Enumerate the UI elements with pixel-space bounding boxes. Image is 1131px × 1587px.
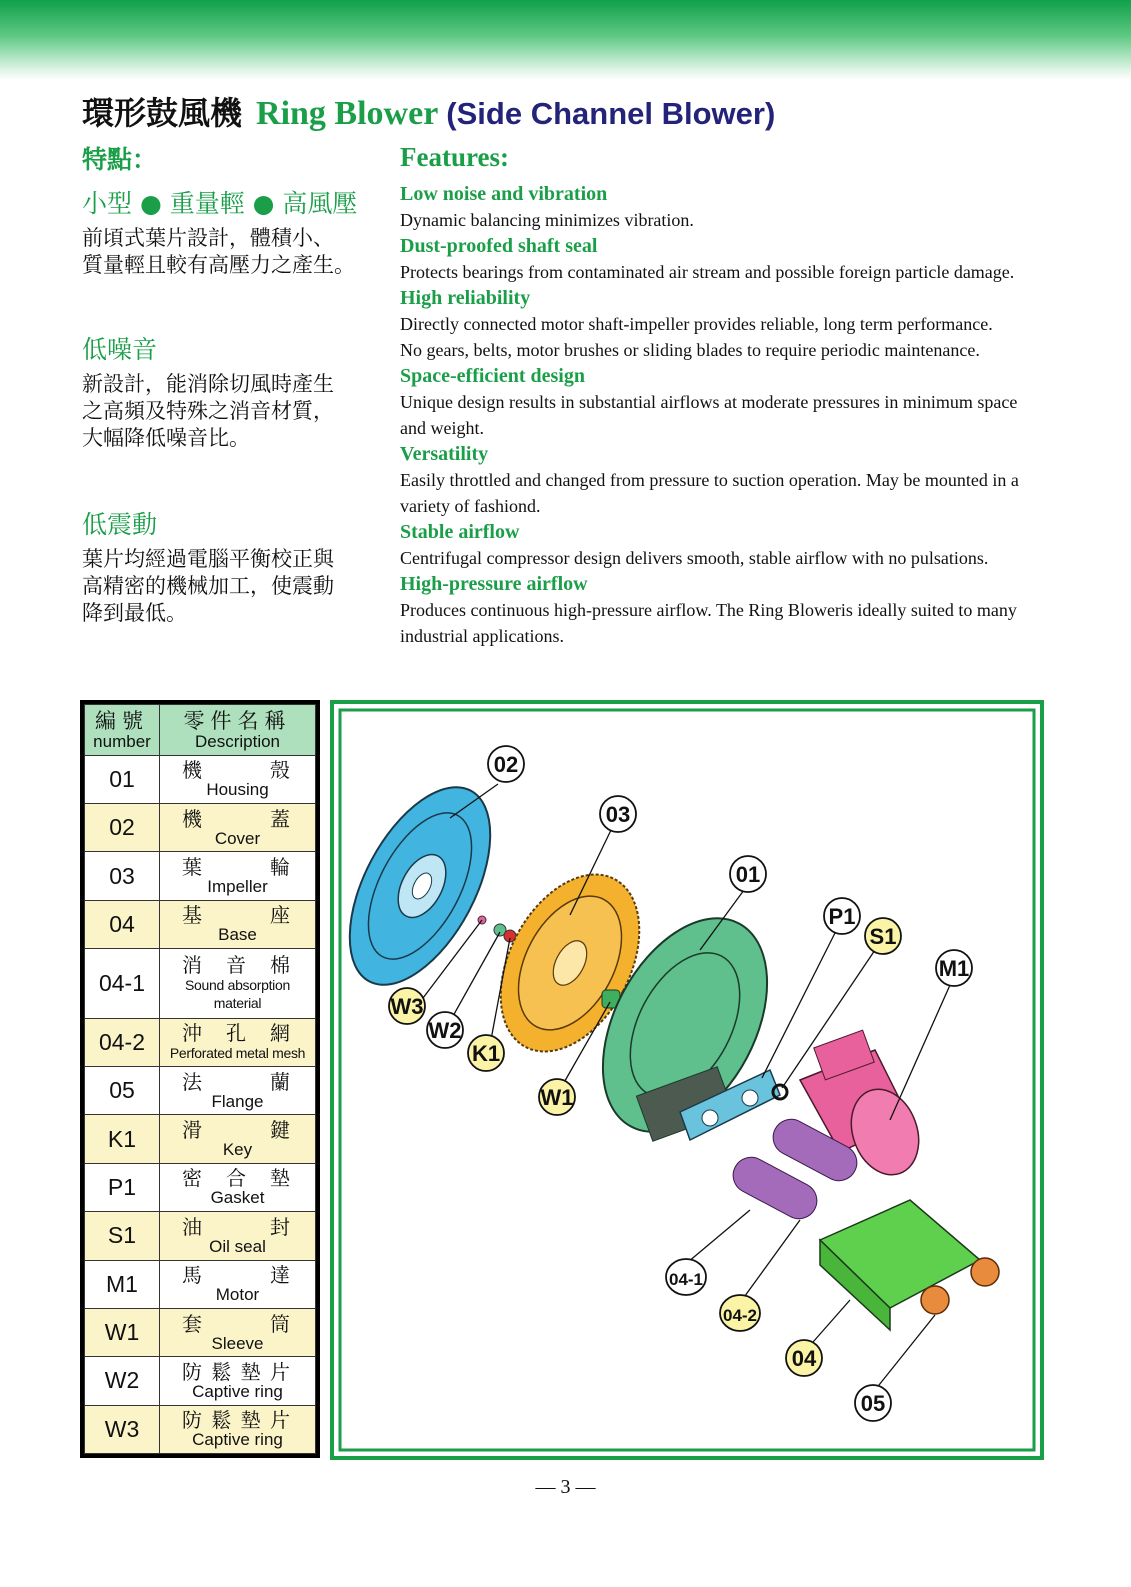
- zh-feature-line: 降到最低。: [82, 601, 187, 625]
- part-description: [160, 1405, 316, 1453]
- part-number: W1: [85, 1308, 160, 1356]
- table-row: [85, 1067, 316, 1115]
- part-name-en: Captive ring: [192, 1381, 283, 1401]
- zh-features-heading: 特點：: [82, 145, 158, 174]
- exploded-diagram-svg: [330, 700, 1044, 1460]
- part-number: 03: [85, 852, 160, 900]
- table-row: [85, 1115, 316, 1163]
- page-number: — 3 —: [535, 1476, 596, 1498]
- en-feature-title: Dust-proofed shaft seal: [400, 235, 598, 257]
- base-part: [820, 1200, 980, 1330]
- zh-feature-title: 小型 ● 重量輕 ● 高風壓: [82, 189, 358, 218]
- en-feature-title: Space-efficient design: [400, 365, 585, 387]
- table-row: [85, 1260, 316, 1308]
- part-name-en: Flange: [211, 1091, 264, 1111]
- en-feature-line: Produces continuous high-pressure airflow. The Ring Bloweris ideally suited to many: [400, 600, 1017, 620]
- part-description: [160, 1260, 316, 1308]
- callout-badge: [824, 898, 860, 934]
- part-name-zh: 油 封: [182, 1214, 293, 1239]
- part-description: [160, 1308, 316, 1356]
- part-name-en: Motor: [215, 1285, 260, 1305]
- exploded-diagram: [330, 700, 1044, 1460]
- callout-label: 01: [735, 862, 761, 887]
- part-name-zh: 葉 輪: [182, 855, 293, 880]
- header-description: 零件名稱 Description: [160, 705, 316, 756]
- part-name-en: Sleeve: [211, 1333, 264, 1353]
- table-row: [85, 1212, 316, 1260]
- part-name-zh: 滑 鍵: [182, 1118, 293, 1143]
- zh-feature-line: 大幅降低噪音比。: [82, 426, 250, 450]
- callout-label: W1: [540, 1085, 574, 1110]
- en-feature-line: industrial applications.: [400, 626, 564, 646]
- parts-table-header: [85, 705, 316, 756]
- en-feature-title: Stable airflow: [400, 521, 520, 543]
- callout-badge: [855, 1385, 891, 1421]
- table-row: [85, 1018, 316, 1066]
- part-name-en: Oil seal: [209, 1236, 266, 1256]
- callout-label: K1: [471, 1041, 501, 1066]
- callout-label: 05: [860, 1391, 886, 1416]
- part-number: 04: [85, 900, 160, 948]
- callout-badge: [666, 1259, 706, 1295]
- part-name-en: Housing: [206, 780, 269, 800]
- zh-feature-line: 之高頻及特殊之消音材質，: [82, 399, 334, 423]
- part-name-en: Base: [218, 925, 257, 945]
- part-name-zh: 機 蓋: [182, 806, 293, 831]
- part-number: 04-2: [85, 1018, 160, 1066]
- cover-part: [330, 765, 519, 1007]
- part-name-zh: 套 筒: [182, 1311, 293, 1336]
- zh-feature-line: 質量輕且較有高壓力之產生。: [82, 253, 355, 277]
- page-title: [82, 88, 775, 134]
- callout-label: S1: [869, 924, 897, 949]
- table-row: [85, 1405, 316, 1453]
- part-description: [160, 804, 316, 852]
- en-feature-line: Dynamic balancing minimizes vibration.: [400, 210, 694, 230]
- en-features: [400, 142, 1060, 649]
- en-feature-line: variety of fashiond.: [400, 496, 541, 516]
- callout-badge: [468, 1035, 504, 1071]
- part-description: [160, 1163, 316, 1211]
- part-description: [160, 1212, 316, 1260]
- table-row: [85, 852, 316, 900]
- header-number: 編號 number: [85, 705, 160, 756]
- en-feature-title: Low noise and vibration: [400, 183, 608, 205]
- en-feature-line: Centrifugal compressor design delivers smooth, stable airflow with no pulsations.: [400, 548, 989, 568]
- callout-label: P1: [828, 904, 856, 929]
- en-feature-line: No gears, belts, motor brushes or sliding blades to require periodic maintenance.: [400, 340, 980, 360]
- part-description: [160, 1067, 316, 1115]
- en-feature-line: Unique design results in substantial airflows at moderate pressures in minimum space: [400, 392, 1018, 412]
- part-name-en: Perforated metal mesh: [169, 1045, 306, 1062]
- part-number: P1: [85, 1163, 160, 1211]
- part-description: [160, 1115, 316, 1163]
- part-name-en: Sound absorption material: [185, 977, 290, 1012]
- en-feature-line: Directly connected motor shaft-impeller provides reliable, long term performance.: [400, 314, 993, 334]
- table-row: [85, 949, 316, 1019]
- callout-badge: [600, 796, 636, 832]
- part-description: [160, 1018, 316, 1066]
- table-row: [85, 1357, 316, 1405]
- callout-badge: [936, 950, 972, 986]
- table-row: [85, 1163, 316, 1211]
- part-name-zh: 基 座: [182, 903, 293, 928]
- title-en: Ring Blower: [256, 95, 439, 132]
- callout-badge: [865, 918, 901, 954]
- callout-badge: [786, 1340, 822, 1376]
- part-name-zh: 防 鬆 墊 片: [182, 1408, 293, 1433]
- en-feature-title: High reliability: [400, 287, 531, 309]
- callout-label: M1: [938, 956, 970, 981]
- callout-label: 04-1: [668, 1270, 704, 1289]
- zh-feature-line: 新設計，能消除切風時產生: [82, 372, 334, 396]
- en-feature-line: Protects bearings from contaminated air stream and possible foreign particle damage.: [400, 262, 1015, 282]
- en-feature-title: High-pressure airflow: [400, 573, 588, 595]
- callout-badge: [730, 856, 766, 892]
- zh-feature-title: 低噪音: [82, 335, 158, 364]
- part-number: 02: [85, 804, 160, 852]
- table-row: [85, 1308, 316, 1356]
- part-number: 04-1: [85, 949, 160, 1019]
- part-name-zh: 密 合 墊: [182, 1166, 293, 1191]
- part-number: M1: [85, 1260, 160, 1308]
- part-number: W3: [85, 1405, 160, 1453]
- callout-badge: [427, 1012, 463, 1048]
- part-name-zh: 防 鬆 墊 片: [182, 1359, 293, 1384]
- part-description: [160, 1357, 316, 1405]
- callout-label: W2: [428, 1018, 462, 1043]
- en-feature-line: and weight.: [400, 418, 484, 438]
- zh-features: [82, 145, 382, 627]
- callout-label: 02: [493, 752, 519, 777]
- header-band: [0, 0, 1131, 80]
- part-name-zh: 機 殼: [182, 758, 293, 783]
- table-row: [85, 755, 316, 803]
- part-number: K1: [85, 1115, 160, 1163]
- table-row: [85, 900, 316, 948]
- table-row: [85, 804, 316, 852]
- en-features-heading: Features:: [400, 142, 509, 172]
- callout-badge: [389, 988, 425, 1024]
- zh-feature-title: 低震動: [82, 510, 158, 539]
- callout-badge: [720, 1295, 760, 1331]
- part-name-en: Key: [222, 1140, 253, 1160]
- part-name-zh: 沖 孔 網: [182, 1021, 293, 1046]
- part-name-zh: 馬 達: [182, 1263, 293, 1288]
- callout-label: W3: [390, 994, 424, 1019]
- callout-badge: [539, 1079, 575, 1115]
- part-number: 05: [85, 1067, 160, 1115]
- part-name-en: Gasket: [210, 1188, 265, 1208]
- part-name-zh: 法 蘭: [182, 1069, 293, 1094]
- callout-label: 04: [791, 1346, 817, 1371]
- zh-feature-line: 葉片均經過電腦平衡校正與: [82, 547, 334, 571]
- en-feature-line: Easily throttled and changed from pressure to suction operation. May be mounted in a: [400, 470, 1019, 490]
- title-zh: 環形鼓風機: [82, 94, 243, 132]
- title-sub: (Side Channel Blower): [446, 96, 776, 131]
- callout-label: 03: [605, 802, 631, 827]
- part-number: S1: [85, 1212, 160, 1260]
- part-description: [160, 755, 316, 803]
- part-name-zh: 消 音 棉: [182, 953, 293, 978]
- zh-feature-line: 前頃式葉片設計，體積小、: [82, 226, 334, 250]
- part-description: [160, 852, 316, 900]
- en-feature-title: Versatility: [400, 443, 489, 465]
- parts-table: [80, 700, 320, 1458]
- part-name-en: Impeller: [207, 877, 268, 897]
- part-description: [160, 949, 316, 1019]
- callout-label: 04-2: [722, 1306, 758, 1325]
- part-name-en: Captive ring: [192, 1430, 283, 1450]
- part-description: [160, 900, 316, 948]
- zh-feature-line: 高精密的機械加工，使震動: [82, 574, 334, 598]
- callout-badge: [488, 746, 524, 782]
- part-number: 01: [85, 755, 160, 803]
- part-number: W2: [85, 1357, 160, 1405]
- part-name-en: Cover: [214, 828, 261, 848]
